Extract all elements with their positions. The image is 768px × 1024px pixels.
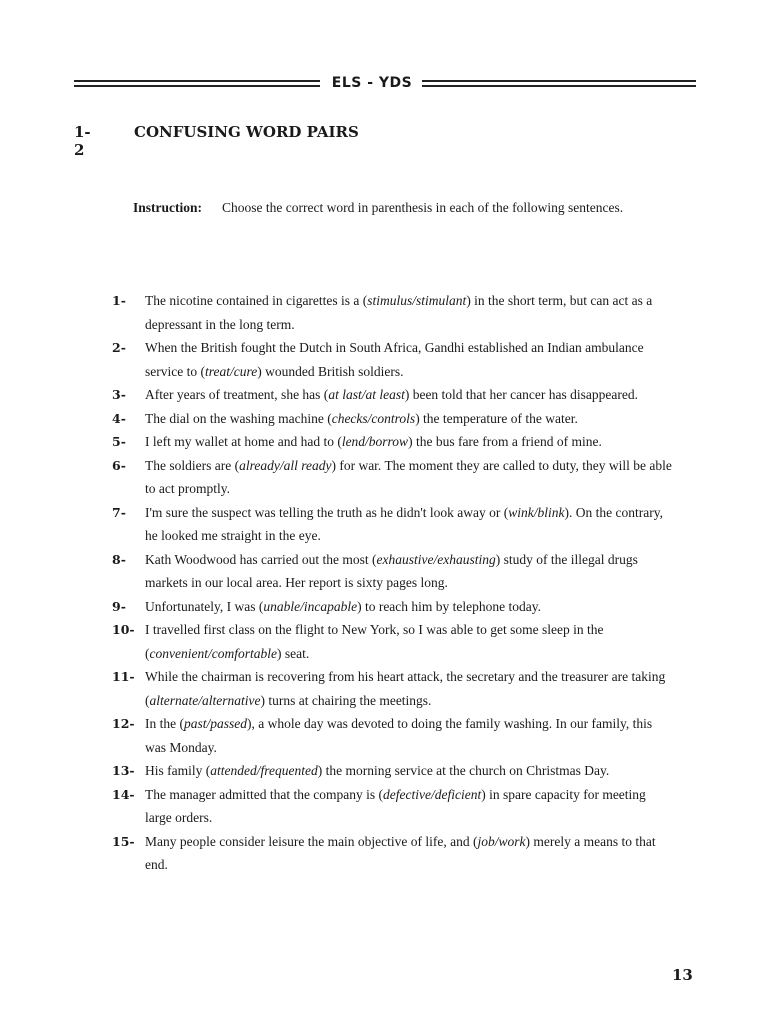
question-fragment: ) merely a means to that end. bbox=[145, 833, 656, 872]
header-title: ELS - YDS bbox=[331, 75, 413, 91]
question-fragment: While the chairman is recovering from his heart attack, the secretary and the treasurer are taking ( bbox=[145, 669, 666, 708]
question-item bbox=[112, 759, 672, 783]
word-choice: unable/incapable bbox=[263, 598, 358, 614]
question-item bbox=[112, 618, 672, 665]
question-fragment: I'm sure the suspect was telling the truth as he didn't look away or ( bbox=[145, 504, 509, 520]
section-title: CONFUSING WORD PAIRS bbox=[134, 123, 359, 141]
question-text bbox=[145, 665, 672, 712]
question-fragment: The nicotine contained in cigarettes is a ( bbox=[145, 293, 368, 308]
instruction-label: Instruction: bbox=[133, 200, 203, 215]
word-choice: convenient/comfortable bbox=[149, 645, 277, 661]
page-header bbox=[74, 74, 696, 94]
question-number: 3- bbox=[112, 387, 126, 402]
question-fragment: ) the temperature of the water. bbox=[415, 410, 578, 426]
question-text bbox=[145, 830, 672, 877]
question-number: 13- bbox=[112, 763, 135, 778]
instruction-text: Choose the correct word in parenthesis in each of the following sentences. bbox=[222, 200, 624, 215]
question-number: 11- bbox=[112, 669, 135, 684]
word-choice: treat/cure bbox=[204, 363, 258, 379]
word-choice: wink/blink bbox=[508, 504, 565, 520]
question-text bbox=[145, 618, 672, 665]
question-number: 9- bbox=[112, 598, 126, 614]
question-item bbox=[112, 595, 672, 619]
question-number: 6- bbox=[112, 457, 126, 473]
question-item bbox=[112, 454, 672, 501]
question-fragment: The dial on the washing machine ( bbox=[145, 410, 332, 426]
question-number: 14- bbox=[112, 786, 135, 802]
question-number: 12- bbox=[112, 716, 135, 731]
question-text bbox=[145, 454, 672, 501]
question-text bbox=[145, 548, 672, 595]
question-text bbox=[145, 712, 672, 759]
question-fragment: ) the bus fare from a friend of mine. bbox=[408, 434, 602, 449]
question-text bbox=[145, 759, 672, 783]
question-item bbox=[112, 407, 672, 431]
question-fragment: The soldiers are ( bbox=[145, 457, 240, 473]
question-fragment: The manager admitted that the company is ( bbox=[145, 786, 384, 802]
question-item bbox=[112, 501, 672, 548]
word-choice: attended/frequented bbox=[210, 763, 318, 778]
question-item bbox=[112, 289, 672, 336]
section-number: 1-2 bbox=[74, 123, 91, 159]
question-item bbox=[112, 548, 672, 595]
question-number: 10- bbox=[112, 622, 135, 637]
word-choice: at last/at least bbox=[328, 387, 405, 402]
question-item bbox=[112, 712, 672, 759]
question-fragment: ) turns at chairing the meetings. bbox=[260, 692, 432, 708]
page-number: 13 bbox=[672, 966, 693, 984]
question-text bbox=[145, 336, 672, 383]
question-fragment: ) in the short term, but can act as a depressant in the long term. bbox=[145, 293, 653, 332]
question-item bbox=[112, 430, 672, 454]
question-item bbox=[112, 783, 672, 830]
header-rule-left bbox=[74, 80, 320, 87]
question-number: 7- bbox=[112, 504, 126, 520]
question-text bbox=[145, 407, 672, 431]
question-text bbox=[145, 783, 672, 830]
word-choice: defective/deficient bbox=[383, 786, 482, 802]
question-list bbox=[112, 289, 672, 877]
question-fragment: ). On the contrary, he looked me straight in the eye. bbox=[145, 504, 663, 543]
question-fragment: Kath Woodwood has carried out the most ( bbox=[145, 551, 377, 567]
question-text bbox=[145, 501, 672, 548]
word-choice: stimulus/stimulant bbox=[367, 293, 467, 308]
question-item bbox=[112, 336, 672, 383]
question-number: 4- bbox=[112, 410, 126, 426]
question-fragment: ) wounded British soldiers. bbox=[257, 363, 404, 379]
word-choice: checks/controls bbox=[331, 410, 416, 426]
question-fragment: ), a whole day was devoted to doing the family washing. In our family, this was Monday. bbox=[145, 716, 653, 755]
question-fragment: After years of treatment, she has ( bbox=[145, 387, 329, 402]
word-choice: job/work bbox=[477, 833, 526, 849]
question-text bbox=[145, 383, 672, 407]
question-fragment: His family ( bbox=[145, 763, 211, 778]
word-choice: alternate/alternative bbox=[149, 692, 261, 708]
question-text bbox=[145, 289, 672, 336]
word-choice: past/passed bbox=[183, 716, 247, 731]
word-choice: already/all ready bbox=[239, 457, 332, 473]
question-item bbox=[112, 383, 672, 407]
question-fragment: ) seat. bbox=[276, 645, 310, 661]
question-item bbox=[112, 830, 672, 877]
question-fragment: Many people consider leisure the main objective of life, and ( bbox=[145, 833, 478, 849]
question-number: 5- bbox=[112, 434, 126, 449]
header-rule-right bbox=[422, 80, 696, 87]
question-fragment: ) the morning service at the church on Christmas Day. bbox=[317, 763, 610, 778]
question-item bbox=[112, 665, 672, 712]
word-choice: lend/borrow bbox=[341, 434, 409, 449]
question-fragment: ) been told that her cancer has disappeared. bbox=[404, 387, 638, 402]
word-choice: exhaustive/exhausting bbox=[376, 551, 496, 567]
question-fragment: In the ( bbox=[145, 716, 184, 731]
question-number: 15- bbox=[112, 833, 135, 849]
question-fragment: ) for war. The moment they are called to duty, they will be able to act promptly. bbox=[145, 457, 672, 496]
question-fragment: ) study of the illegal drugs markets in our local area. Her report is sixty pages long. bbox=[145, 551, 638, 590]
question-fragment: I left my wallet at home and had to ( bbox=[145, 434, 342, 449]
question-number: 2- bbox=[112, 340, 126, 355]
question-fragment: When the British fought the Dutch in South Africa, Gandhi established an Indian ambulance service to ( bbox=[145, 340, 644, 379]
question-number: 8- bbox=[112, 551, 126, 567]
question-fragment: I travelled first class on the flight to New York, so I was able to get some sleep in the ( bbox=[145, 622, 604, 661]
question-fragment: ) to reach him by telephone today. bbox=[357, 598, 542, 614]
question-number: 1- bbox=[112, 293, 126, 308]
question-text bbox=[145, 595, 672, 619]
question-text bbox=[145, 430, 672, 454]
question-fragment: Unfortunately, I was ( bbox=[145, 598, 264, 614]
question-fragment: ) in spare capacity for meeting large orders. bbox=[145, 786, 646, 825]
